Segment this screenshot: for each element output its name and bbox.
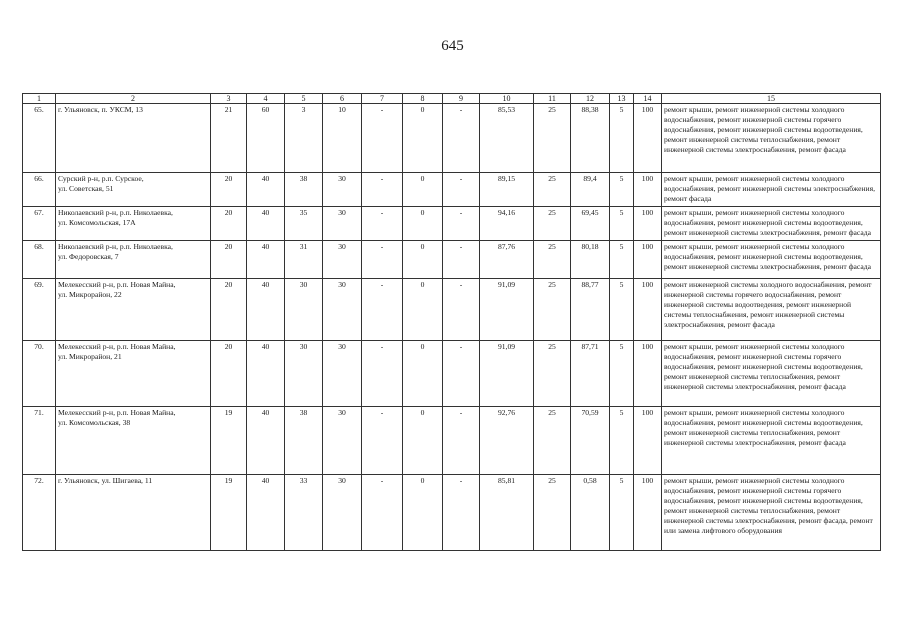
value-cell-c12: 70,59	[571, 407, 610, 475]
value-cell-c4: 40	[247, 341, 285, 407]
column-header-5: 5	[285, 94, 323, 104]
address-cell	[56, 207, 211, 241]
address-line-2: ул. Федоровская, 7	[58, 252, 119, 262]
table-row	[23, 407, 881, 475]
address-line-1: Николаевский р-н, р.п. Николаевка,	[58, 242, 173, 251]
value-cell-c5: 33	[285, 475, 323, 551]
table-row	[23, 241, 881, 279]
value-cell-c11: 25	[534, 173, 571, 207]
address-cell	[56, 104, 211, 173]
value-cell-c11: 25	[534, 407, 571, 475]
value-cell-c3: 20	[211, 173, 247, 207]
table-row	[23, 279, 881, 341]
value-cell-c10: 85,53	[480, 104, 534, 173]
value-cell-c10: 85,81	[480, 475, 534, 551]
value-cell-c5: 3	[285, 104, 323, 173]
value-cell-c9: -	[443, 173, 480, 207]
column-header-10: 10	[480, 94, 534, 104]
value-cell-c5: 38	[285, 407, 323, 475]
works-description: ремонт крыши, ремонт инженерной системы холодного водоснабжения, ремонт инженерной системы водоотведения, ремонт инженерной системы теплоснабжения, ремонт инженерной системы электроснабжения, ремонт фасада	[662, 407, 881, 475]
value-cell-c8: 0	[403, 407, 443, 475]
value-cell-c14: 100	[634, 104, 662, 173]
value-cell-c3: 20	[211, 279, 247, 341]
value-cell-c13: 5	[610, 341, 634, 407]
value-cell-c12: 69,45	[571, 207, 610, 241]
value-cell-c9: -	[443, 104, 480, 173]
value-cell-c7: -	[362, 475, 403, 551]
value-cell-c3: 20	[211, 241, 247, 279]
column-header-7: 7	[362, 94, 403, 104]
works-description: ремонт крыши, ремонт инженерной системы холодного водоснабжения, ремонт инженерной системы горячего водоснабжения, ремонт инженерной системы водоотведения, ремонт инженерной системы теплоснабжения, ремонт инженерной системы электроснабжения, ремонт фасада	[662, 104, 881, 173]
column-header-15: 15	[662, 94, 881, 104]
table-row	[23, 475, 881, 551]
value-cell-c12: 0,58	[571, 475, 610, 551]
address-line-1: Мелекесский р-н, р.п. Новая Майна,	[58, 280, 176, 289]
value-cell-c14: 100	[634, 173, 662, 207]
value-cell-c13: 5	[610, 475, 634, 551]
address-line-2: ул. Микрорайон, 22	[58, 290, 122, 300]
value-cell-c4: 40	[247, 241, 285, 279]
value-cell-c5: 35	[285, 207, 323, 241]
value-cell-c11: 25	[534, 279, 571, 341]
value-cell-c12: 80,18	[571, 241, 610, 279]
value-cell-c8: 0	[403, 104, 443, 173]
value-cell-c8: 0	[403, 207, 443, 241]
value-cell-c9: -	[443, 279, 480, 341]
value-cell-c3: 21	[211, 104, 247, 173]
value-cell-c9: -	[443, 207, 480, 241]
value-cell-c6: 30	[323, 207, 362, 241]
value-cell-c7: -	[362, 407, 403, 475]
address-line-2: ул. Микрорайон, 21	[58, 352, 122, 362]
value-cell-c9: -	[443, 341, 480, 407]
repair-table	[22, 93, 881, 551]
value-cell-c10: 87,76	[480, 241, 534, 279]
value-cell-c7: -	[362, 279, 403, 341]
row-number: 68.	[23, 241, 56, 279]
page-number: 645	[441, 38, 464, 54]
value-cell-c10: 92,76	[480, 407, 534, 475]
value-cell-c10: 91,09	[480, 341, 534, 407]
column-header-1: 1	[23, 94, 56, 104]
address-cell	[56, 407, 211, 475]
address-line-1: Мелекесский р-н, р.п. Новая Майна,	[58, 408, 176, 417]
row-number: 66.	[23, 173, 56, 207]
header-row	[23, 94, 881, 104]
row-number: 70.	[23, 341, 56, 407]
value-cell-c3: 19	[211, 407, 247, 475]
value-cell-c14: 100	[634, 341, 662, 407]
value-cell-c4: 40	[247, 207, 285, 241]
value-cell-c12: 89,4	[571, 173, 610, 207]
address-line-1: г. Ульяновск, ул. Шигаева, 11	[58, 476, 153, 485]
row-number: 67.	[23, 207, 56, 241]
column-header-6: 6	[323, 94, 362, 104]
address-line-1: г. Ульяновск, п. УКСМ, 13	[58, 105, 143, 114]
value-cell-c12: 87,71	[571, 341, 610, 407]
value-cell-c13: 5	[610, 173, 634, 207]
value-cell-c6: 30	[323, 475, 362, 551]
row-number: 65.	[23, 104, 56, 173]
address-cell	[56, 341, 211, 407]
value-cell-c3: 20	[211, 207, 247, 241]
address-cell	[56, 279, 211, 341]
value-cell-c13: 5	[610, 241, 634, 279]
row-number: 72.	[23, 475, 56, 551]
value-cell-c10: 94,16	[480, 207, 534, 241]
value-cell-c14: 100	[634, 475, 662, 551]
value-cell-c3: 20	[211, 341, 247, 407]
column-header-3: 3	[211, 94, 247, 104]
value-cell-c7: -	[362, 341, 403, 407]
value-cell-c12: 88,77	[571, 279, 610, 341]
value-cell-c11: 25	[534, 104, 571, 173]
value-cell-c12: 88,38	[571, 104, 610, 173]
value-cell-c4: 40	[247, 475, 285, 551]
value-cell-c4: 40	[247, 279, 285, 341]
value-cell-c10: 89,15	[480, 173, 534, 207]
row-number: 71.	[23, 407, 56, 475]
value-cell-c11: 25	[534, 241, 571, 279]
works-description: ремонт крыши, ремонт инженерной системы холодного водоснабжения, ремонт инженерной системы водоотведения, ремонт инженерной системы электроснабжения, ремонт фасада	[662, 207, 881, 241]
value-cell-c8: 0	[403, 341, 443, 407]
value-cell-c6: 30	[323, 341, 362, 407]
address-cell	[56, 173, 211, 207]
value-cell-c7: -	[362, 241, 403, 279]
value-cell-c5: 30	[285, 341, 323, 407]
value-cell-c8: 0	[403, 241, 443, 279]
value-cell-c13: 5	[610, 279, 634, 341]
table-row	[23, 341, 881, 407]
value-cell-c11: 25	[534, 341, 571, 407]
value-cell-c5: 30	[285, 279, 323, 341]
column-header-14: 14	[634, 94, 662, 104]
column-header-8: 8	[403, 94, 443, 104]
value-cell-c4: 40	[247, 407, 285, 475]
column-header-11: 11	[534, 94, 571, 104]
value-cell-c4: 40	[247, 173, 285, 207]
address-cell	[56, 241, 211, 279]
value-cell-c11: 25	[534, 207, 571, 241]
column-header-9: 9	[443, 94, 480, 104]
row-number: 69.	[23, 279, 56, 341]
table-body	[23, 104, 881, 551]
value-cell-c6: 30	[323, 407, 362, 475]
works-description: ремонт крыши, ремонт инженерной системы холодного водоснабжения, ремонт инженерной системы горячего водоснабжения, ремонт инженерной системы водоотведения, ремонт инженерной системы теплоснабжения, ремонт инженерной системы электроснабжения, ремонт фасада, ремонт или замена лифтового оборудования	[662, 475, 881, 551]
value-cell-c7: -	[362, 207, 403, 241]
value-cell-c13: 5	[610, 407, 634, 475]
address-line-1: Мелекесский р-н, р.п. Новая Майна,	[58, 342, 176, 351]
value-cell-c8: 0	[403, 475, 443, 551]
table-row	[23, 173, 881, 207]
value-cell-c6: 30	[323, 279, 362, 341]
value-cell-c7: -	[362, 173, 403, 207]
column-header-2: 2	[56, 94, 211, 104]
value-cell-c6: 30	[323, 241, 362, 279]
column-header-12: 12	[571, 94, 610, 104]
column-header-13: 13	[610, 94, 634, 104]
value-cell-c14: 100	[634, 279, 662, 341]
works-description: ремонт крыши, ремонт инженерной системы холодного водоснабжения, ремонт инженерной системы электроснабжения, ремонт фасада	[662, 173, 881, 207]
value-cell-c14: 100	[634, 207, 662, 241]
value-cell-c11: 25	[534, 475, 571, 551]
value-cell-c6: 10	[323, 104, 362, 173]
works-description: ремонт крыши, ремонт инженерной системы холодного водоснабжения, ремонт инженерной системы горячего водоснабжения, ремонт инженерной системы водоотведения, ремонт инженерной системы теплоснабжения, ремонт инженерной системы электроснабжения, ремонт фасада	[662, 341, 881, 407]
value-cell-c14: 100	[634, 241, 662, 279]
address-cell	[56, 475, 211, 551]
value-cell-c4: 60	[247, 104, 285, 173]
value-cell-c9: -	[443, 475, 480, 551]
address-line-1: Николаевский р-н, р.п. Николаевка,	[58, 208, 173, 217]
works-description: ремонт инженерной системы холодного водоснабжения, ремонт инженерной системы горячего водоснабжения, ремонт инженерной системы водоотведения, ремонт инженерной системы теплоснабжения, ремонт инженерной системы электроснабжения, ремонт фасада	[662, 279, 881, 341]
value-cell-c10: 91,09	[480, 279, 534, 341]
value-cell-c9: -	[443, 407, 480, 475]
value-cell-c5: 38	[285, 173, 323, 207]
value-cell-c8: 0	[403, 173, 443, 207]
works-description: ремонт крыши, ремонт инженерной системы холодного водоснабжения, ремонт инженерной системы водоотведения, ремонт инженерной системы электроснабжения, ремонт фасада	[662, 241, 881, 279]
address-line-1: Сурский р-н, р.п. Сурское,	[58, 174, 144, 183]
value-cell-c14: 100	[634, 407, 662, 475]
address-line-2: ул. Советская, 51	[58, 184, 114, 194]
address-line-2: ул. Комсомольская, 17А	[58, 218, 136, 228]
value-cell-c5: 31	[285, 241, 323, 279]
column-header-4: 4	[247, 94, 285, 104]
value-cell-c3: 19	[211, 475, 247, 551]
table-row	[23, 207, 881, 241]
value-cell-c13: 5	[610, 207, 634, 241]
address-line-2: ул. Комсомольская, 38	[58, 418, 131, 428]
value-cell-c8: 0	[403, 279, 443, 341]
table-row	[23, 104, 881, 173]
value-cell-c13: 5	[610, 104, 634, 173]
value-cell-c9: -	[443, 241, 480, 279]
value-cell-c6: 30	[323, 173, 362, 207]
value-cell-c7: -	[362, 104, 403, 173]
